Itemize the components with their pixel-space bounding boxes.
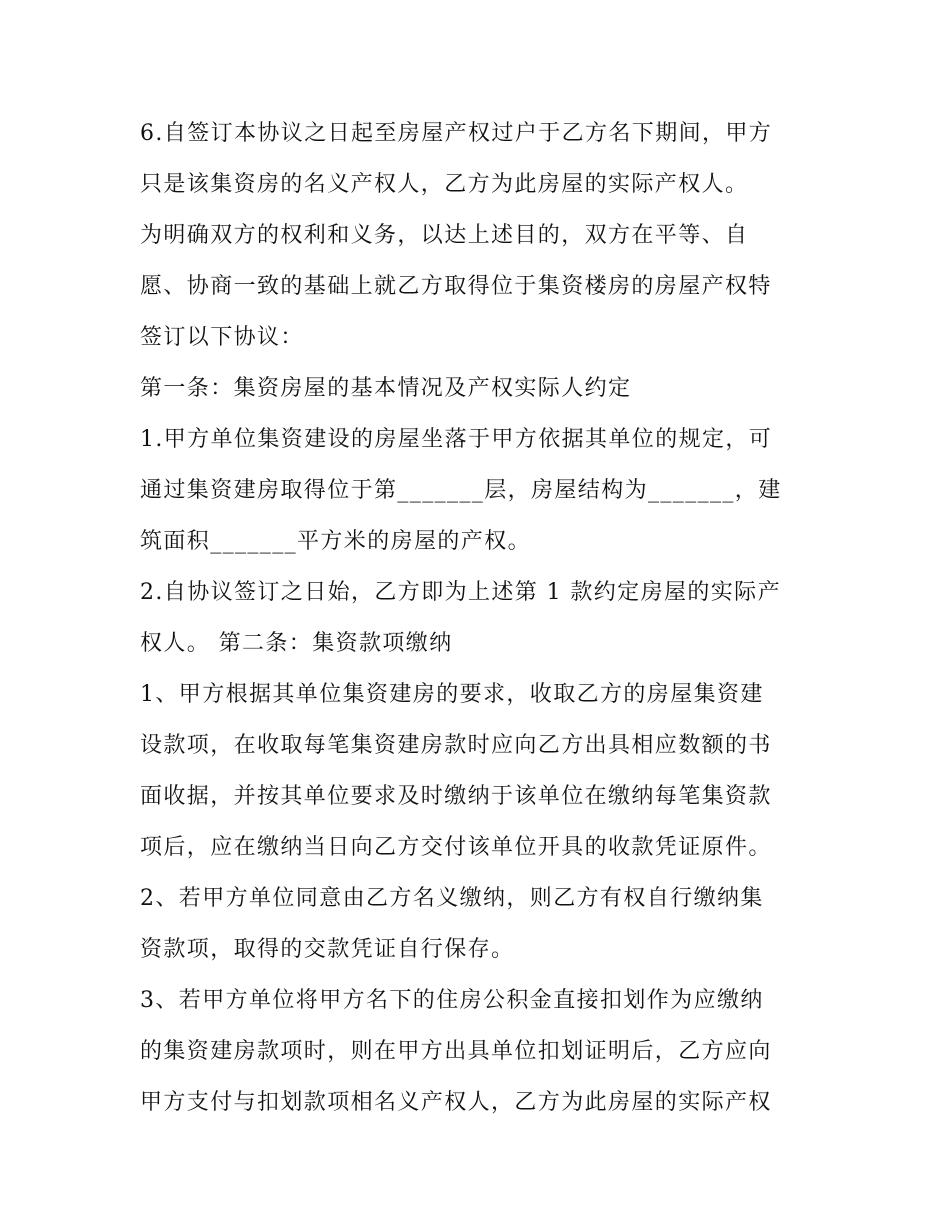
text-line: 6.自签订本协议之日起至房屋产权过户于乙方名下期间，甲方 (140, 121, 773, 146)
text-line: 1、甲方根据其单位集资建房的要求，收取乙方的房屋集资建 (140, 682, 764, 707)
section-heading: 第一条：集资房屋的基本情况及产权实际人约定 (140, 376, 632, 401)
text-line: 签订以下协议： (140, 325, 304, 350)
text-line: 甲方支付与扣划款项相名义产权人，乙方为此房屋的实际产权 (140, 1090, 772, 1115)
text-line: 1.甲方单位集资建设的房屋坐落于甲方依据其单位的规定，可 (140, 427, 773, 452)
text-line: 愿、协商一致的基础上就乙方取得位于集资楼房的房屋产权特 (140, 274, 772, 299)
text-line: 项后，应在缴纳当日向乙方交付该单位开具的收款凭证原件。 (140, 835, 772, 860)
text-line: 2、若甲方单位同意由乙方名义缴纳，则乙方有权自行缴纳集 (140, 886, 764, 911)
text-line: 2.自协议签订之日始，乙方即为上述第 1 款约定房屋的实际产 (140, 580, 781, 605)
text-line: 筑面积_______平方米的房屋的产权。 (140, 529, 532, 554)
text-line: 面收据，并按其单位要求及时缴纳于该单位在缴纳每笔集资款 (140, 784, 772, 809)
text-line: 资款项，取得的交款凭证自行保存。 (140, 937, 515, 962)
text-line: 通过集资建房取得位于第_______层，房屋结构为_______，建 (140, 478, 782, 503)
text-line: 设款项，在收取每笔集资建房款时应向乙方出具相应数额的书 (140, 733, 772, 758)
text-line: 权人。 第二条：集资款项缴纳 (140, 631, 453, 656)
text-line: 为明确双方的权利和义务，以达上述目的，双方在平等、自 (140, 223, 749, 248)
text-line: 只是该集资房的名义产权人，乙方为此房屋的实际产权人。 (140, 172, 749, 197)
text-line: 的集资建房款项时，则在甲方出具单位扣划证明后，乙方应向 (140, 1039, 772, 1064)
text-line: 3、若甲方单位将甲方名下的住房公积金直接扣划作为应缴纳 (140, 988, 764, 1013)
document-body (140, 108, 820, 1128)
